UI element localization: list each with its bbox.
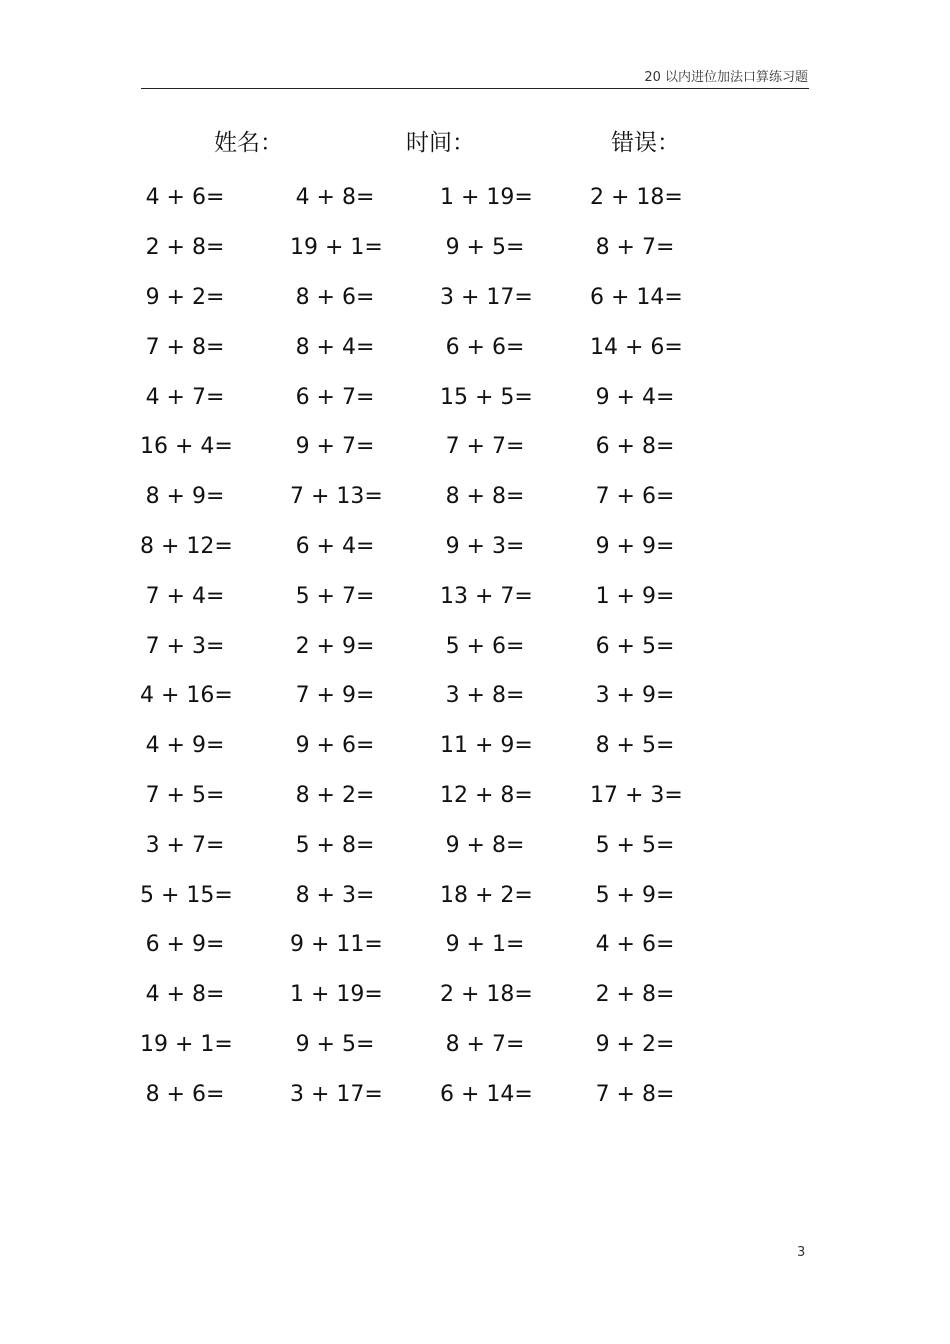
problem-cell [290, 833, 440, 858]
problem-cell [290, 982, 440, 1007]
problem-text: 8 + 7= [595, 235, 675, 261]
problem-cell [290, 285, 440, 310]
problem-cell [140, 883, 290, 908]
problem-row [140, 1069, 740, 1119]
problem-cell [140, 434, 290, 459]
problem-cell [590, 484, 740, 509]
problem-cell [290, 1032, 440, 1057]
problem-cell [440, 982, 590, 1007]
problem-text: 4 + 8= [145, 982, 225, 1008]
problem-cell [590, 783, 740, 808]
errors-field-label: 错误： [611, 130, 680, 156]
problem-cell [440, 185, 590, 210]
problem-cell [290, 484, 440, 509]
problem-text: 9 + 2= [595, 1031, 675, 1057]
problem-text: 2 + 18= [440, 982, 533, 1008]
problem-text: 6 + 7= [295, 384, 375, 410]
problem-cell [290, 385, 440, 410]
problem-cell [590, 385, 740, 410]
problem-text: 4 + 9= [145, 733, 225, 759]
problem-cell [140, 335, 290, 360]
problem-text: 5 + 6= [445, 633, 525, 659]
problem-text: 5 + 15= [140, 882, 233, 908]
problem-text: 1 + 19= [440, 185, 533, 211]
problem-row [140, 920, 740, 970]
problem-cell [140, 683, 290, 708]
problem-row [140, 870, 740, 920]
problem-text: 16 + 4= [140, 434, 233, 460]
problem-cell [590, 733, 740, 758]
problem-cell [590, 1032, 740, 1057]
problem-text: 5 + 8= [295, 832, 375, 858]
problem-text: 6 + 9= [145, 932, 225, 958]
problem-cell [590, 434, 740, 459]
problem-text: 9 + 4= [595, 384, 675, 410]
problem-cell [440, 484, 590, 509]
problem-text: 4 + 16= [140, 683, 233, 709]
problem-text: 8 + 4= [295, 334, 375, 360]
problem-text: 8 + 12= [140, 533, 233, 559]
problem-text: 7 + 3= [145, 633, 225, 659]
problem-text: 7 + 9= [295, 683, 375, 709]
problem-text: 9 + 6= [295, 733, 375, 759]
problem-cell [290, 335, 440, 360]
problem-cell [590, 932, 740, 957]
problem-cell [440, 335, 590, 360]
problem-cell [590, 285, 740, 310]
problem-text: 7 + 7= [445, 434, 525, 460]
problem-text: 6 + 4= [295, 533, 375, 559]
problem-text: 2 + 8= [595, 982, 675, 1008]
problem-text: 6 + 6= [445, 334, 525, 360]
problem-cell [140, 285, 290, 310]
problem-row [140, 621, 740, 671]
problem-cell [590, 634, 740, 659]
problem-text: 9 + 9= [595, 533, 675, 559]
problem-cell [290, 584, 440, 609]
problem-text: 7 + 5= [145, 782, 225, 808]
problem-row [140, 273, 740, 323]
problem-cell [140, 634, 290, 659]
problem-cell [290, 883, 440, 908]
problem-cell [140, 833, 290, 858]
problem-text: 12 + 8= [440, 782, 533, 808]
problem-text: 8 + 3= [295, 882, 375, 908]
problem-cell [440, 783, 590, 808]
problem-cell [290, 185, 440, 210]
problem-cell [440, 1032, 590, 1057]
problem-cell [290, 434, 440, 459]
problem-cell [440, 434, 590, 459]
problem-row [140, 721, 740, 771]
problem-text: 11 + 9= [440, 733, 533, 759]
problem-cell [140, 185, 290, 210]
name-field-label: 姓名： [214, 130, 283, 156]
problem-text: 5 + 5= [595, 832, 675, 858]
problem-text: 19 + 1= [140, 1031, 233, 1057]
problem-text: 7 + 6= [595, 484, 675, 510]
problem-row [140, 422, 740, 472]
problem-cell [140, 982, 290, 1007]
problem-row [140, 671, 740, 721]
problem-text: 1 + 19= [290, 982, 383, 1008]
problem-text: 7 + 8= [145, 334, 225, 360]
header-divider [141, 88, 809, 89]
problem-cell [590, 833, 740, 858]
problem-cell [140, 1082, 290, 1107]
problem-text: 7 + 8= [595, 1081, 675, 1107]
problem-text: 8 + 5= [595, 733, 675, 759]
problem-text: 4 + 8= [295, 185, 375, 211]
problem-cell [440, 733, 590, 758]
problem-row [140, 1020, 740, 1070]
problem-cell [440, 883, 590, 908]
problem-text: 9 + 1= [445, 932, 525, 958]
problem-cell [440, 932, 590, 957]
problem-cell [440, 1082, 590, 1107]
problem-text: 9 + 3= [445, 533, 525, 559]
problem-row [140, 771, 740, 821]
problem-text: 4 + 6= [145, 185, 225, 211]
problem-cell [590, 534, 740, 559]
problem-text: 9 + 5= [295, 1031, 375, 1057]
problem-text: 9 + 7= [295, 434, 375, 460]
problem-text: 5 + 9= [595, 882, 675, 908]
page-number: 3 [797, 1245, 806, 1260]
problem-text: 8 + 2= [295, 782, 375, 808]
problem-cell [590, 883, 740, 908]
problem-row [140, 522, 740, 572]
problem-cell [440, 683, 590, 708]
problem-text: 9 + 5= [445, 235, 525, 261]
problem-text: 8 + 7= [445, 1031, 525, 1057]
problem-text: 4 + 7= [145, 384, 225, 410]
problem-text: 8 + 6= [145, 1081, 225, 1107]
problem-cell [290, 534, 440, 559]
problem-text: 8 + 6= [295, 284, 375, 310]
problem-text: 9 + 11= [290, 932, 383, 958]
problem-text: 6 + 14= [440, 1081, 533, 1107]
problem-text: 9 + 8= [445, 832, 525, 858]
problem-text: 15 + 5= [440, 384, 533, 410]
problem-text: 2 + 8= [145, 235, 225, 261]
problem-cell [140, 1032, 290, 1057]
problem-text: 13 + 7= [440, 583, 533, 609]
problem-cell [590, 683, 740, 708]
problem-row [140, 322, 740, 372]
problem-cell [290, 932, 440, 957]
problem-text: 3 + 8= [445, 683, 525, 709]
problem-cell [140, 584, 290, 609]
problem-text: 8 + 8= [445, 484, 525, 510]
problem-cell [140, 235, 290, 260]
problem-cell [440, 833, 590, 858]
problem-row [140, 571, 740, 621]
problem-cell [440, 584, 590, 609]
problem-cell [590, 1082, 740, 1107]
problem-cell [440, 235, 590, 260]
problem-cell [290, 235, 440, 260]
problem-cell [140, 484, 290, 509]
problem-text: 2 + 9= [295, 633, 375, 659]
problem-text: 2 + 18= [590, 185, 683, 211]
problem-text: 8 + 9= [145, 484, 225, 510]
problem-text: 6 + 14= [590, 284, 683, 310]
problem-cell [140, 783, 290, 808]
problem-cell [290, 683, 440, 708]
problem-cell [290, 1082, 440, 1107]
problem-text: 5 + 7= [295, 583, 375, 609]
problem-cell [590, 982, 740, 1007]
problem-text: 3 + 17= [440, 284, 533, 310]
problem-row [140, 820, 740, 870]
problem-row [140, 173, 740, 223]
problem-cell [140, 733, 290, 758]
problem-text: 3 + 9= [595, 683, 675, 709]
problem-text: 4 + 6= [595, 932, 675, 958]
problem-cell [590, 185, 740, 210]
problem-text: 6 + 8= [595, 434, 675, 460]
problem-cell [440, 385, 590, 410]
problem-text: 18 + 2= [440, 882, 533, 908]
problem-row [140, 970, 740, 1020]
problem-cell [440, 634, 590, 659]
problem-row [140, 472, 740, 522]
problem-text: 7 + 13= [290, 484, 383, 510]
problem-cell [290, 783, 440, 808]
problem-cell [140, 534, 290, 559]
problem-text: 7 + 4= [145, 583, 225, 609]
problem-text: 3 + 7= [145, 832, 225, 858]
problem-text: 6 + 5= [595, 633, 675, 659]
problem-cell [440, 534, 590, 559]
problem-text: 17 + 3= [590, 782, 683, 808]
problem-text: 9 + 2= [145, 284, 225, 310]
document-header-title: 20 以内进位加法口算练习题 [644, 70, 808, 85]
problem-cell [590, 335, 740, 360]
time-field-label: 时间： [406, 130, 475, 156]
problem-cell [590, 584, 740, 609]
problem-text: 19 + 1= [290, 235, 383, 261]
problem-cell [590, 235, 740, 260]
problem-row [140, 223, 740, 273]
problem-text: 3 + 17= [290, 1081, 383, 1107]
problem-cell [140, 385, 290, 410]
problem-cell [140, 932, 290, 957]
problem-cell [440, 285, 590, 310]
problem-row [140, 372, 740, 422]
problem-text: 1 + 9= [595, 583, 675, 609]
problem-cell [290, 733, 440, 758]
problem-cell [290, 634, 440, 659]
problem-text: 14 + 6= [590, 334, 683, 360]
problem-grid [140, 173, 740, 1119]
